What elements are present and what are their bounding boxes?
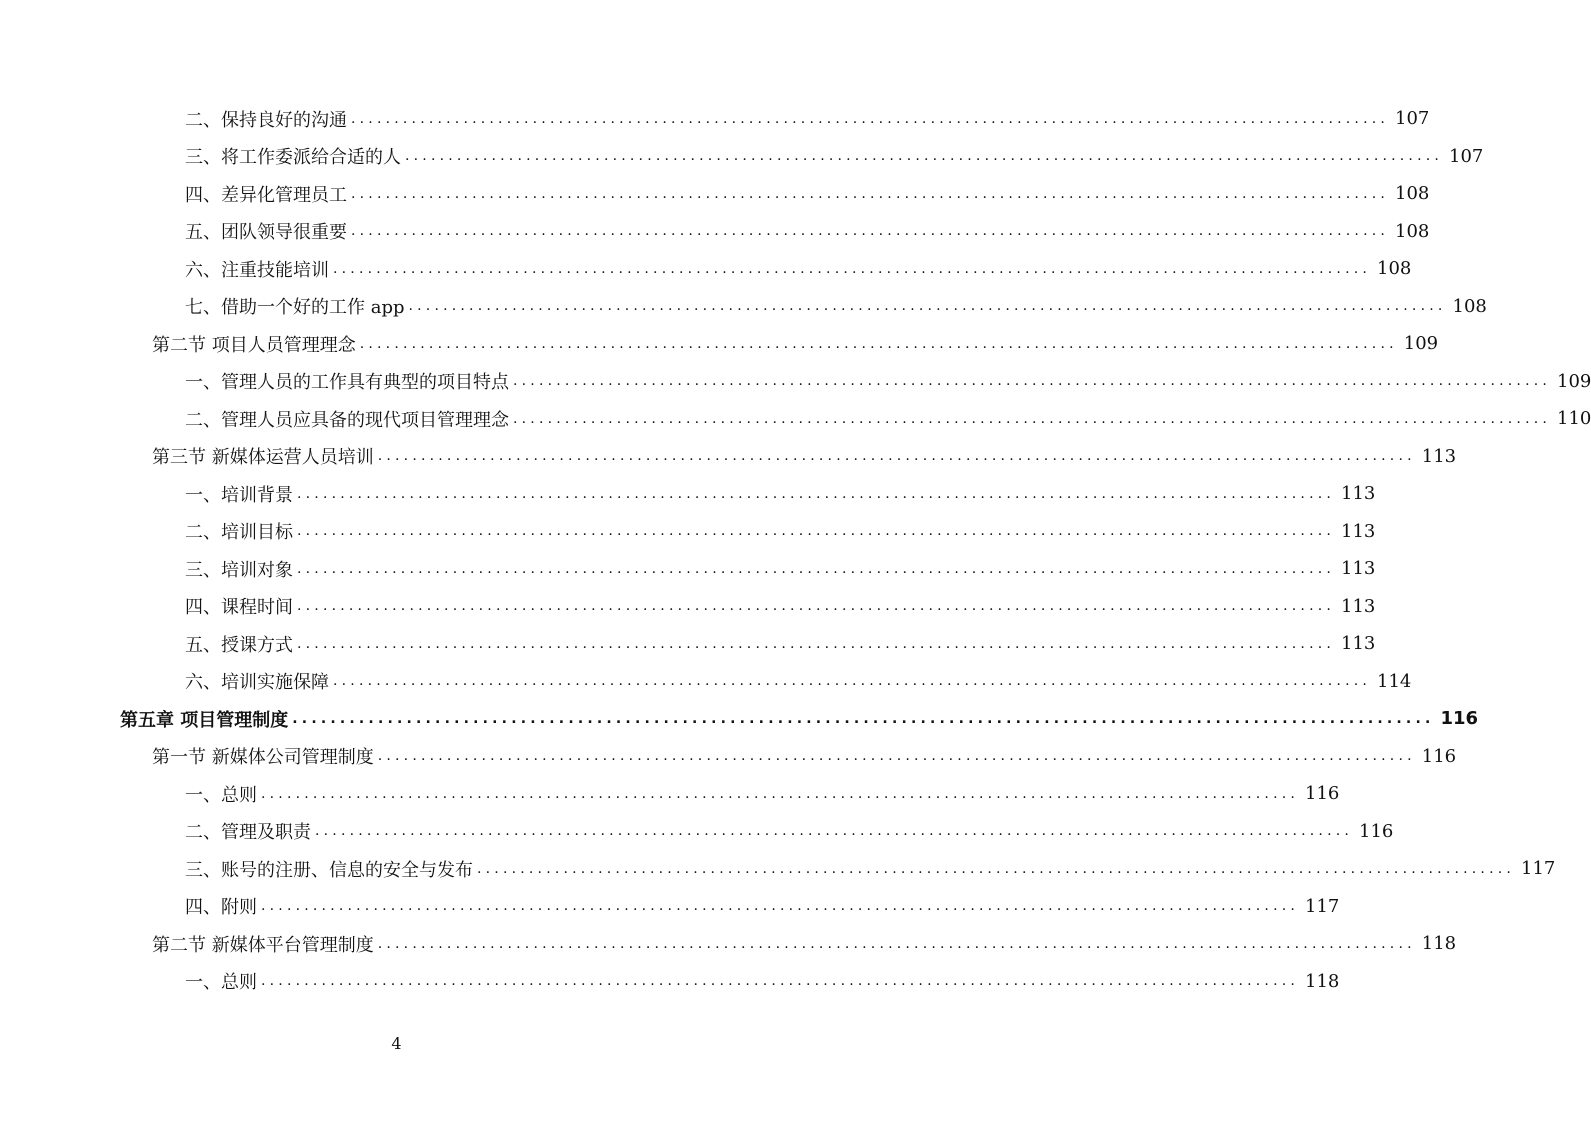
toc-entry-title: 四、附则 (185, 897, 257, 919)
toc-entry-page: 108 (1377, 258, 1412, 280)
toc-entry[interactable] (0, 738, 1457, 776)
toc-entry-title: 第三节 新媒体运营人员培训 (152, 447, 374, 469)
toc-entry[interactable] (0, 888, 1340, 926)
toc-entry[interactable] (0, 850, 1556, 888)
toc-entry-title: 二、保持良好的沟通 (185, 109, 347, 131)
toc-entry[interactable] (0, 775, 1340, 813)
toc-entry[interactable] (0, 138, 1484, 176)
toc-entry-page: 118 (1421, 933, 1457, 955)
toc-entry-page: 113 (1341, 633, 1376, 655)
toc-dot-leader: ........................................................................................................................ (297, 598, 1336, 615)
toc-entry-page: 116 (1359, 820, 1394, 842)
toc-dot-leader: ........................................................................................................................ (477, 860, 1516, 877)
toc-entry[interactable] (0, 588, 1376, 626)
toc-entry-title: 七、借助一个好的工作 app (185, 297, 405, 319)
toc-entry-page: 116 (1421, 745, 1457, 767)
toc-dot-leader: ........................................................................................................................ (297, 560, 1336, 577)
toc-entry-page: 109 (1403, 333, 1439, 355)
toc-entry-title: 第二节 项目人员管理理念 (152, 334, 356, 356)
toc-dot-leader: ........................................................................................................................ (351, 110, 1390, 127)
toc-entry-page: 108 (1452, 295, 1487, 317)
toc-entry[interactable] (0, 363, 1591, 401)
toc-entry[interactable] (0, 100, 1430, 138)
toc-entry-title: 三、培训对象 (185, 559, 293, 581)
toc-entry-title: 一、培训背景 (185, 484, 293, 506)
toc-entry-page: 114 (1377, 670, 1412, 692)
toc-entry-title: 一、总则 (185, 784, 257, 806)
toc-entry-title: 第五章 项目管理制度 (120, 709, 289, 731)
toc-dot-leader: ........................................................................................................................ (261, 785, 1300, 802)
toc-entry[interactable] (0, 400, 1591, 438)
toc-entry-page: 116 (1305, 783, 1340, 805)
toc-dot-leader: ........................................................................................................................ (333, 673, 1372, 690)
toc-entry-title: 六、培训实施保障 (185, 672, 329, 694)
toc-dot-leader: ........................................................................................................................ (261, 898, 1300, 915)
toc-dot-leader: ........................................................................................................................ (377, 935, 1416, 952)
toc-entry-title: 第二节 新媒体平台管理制度 (152, 934, 374, 956)
toc-entry[interactable] (0, 700, 1479, 738)
toc-entry-title: 一、管理人员的工作具有典型的项目特点 (185, 372, 509, 394)
toc-dot-leader: ........................................................................................................................ (513, 410, 1552, 427)
toc-entry-title: 五、团队领导很重要 (185, 222, 347, 244)
toc-entry-page: 113 (1341, 520, 1376, 542)
toc-dot-leader: ........................................................................................................................ (351, 223, 1390, 240)
toc-entry[interactable] (0, 963, 1340, 1001)
toc-entry-page: 108 (1395, 183, 1430, 205)
toc-entry-title: 二、管理及职责 (185, 822, 311, 844)
toc-entry[interactable] (0, 625, 1376, 663)
toc-entry[interactable] (0, 438, 1457, 476)
toc-entry[interactable] (0, 813, 1394, 851)
toc-dot-leader: ........................................................................................................................ (292, 710, 1435, 727)
toc-entry-page: 113 (1421, 445, 1457, 467)
toc-entry-title: 一、总则 (185, 972, 257, 994)
toc-entry[interactable] (0, 250, 1412, 288)
toc-entry[interactable] (0, 175, 1430, 213)
table-of-contents (0, 100, 1591, 1000)
toc-entry-page: 116 (1440, 708, 1479, 730)
toc-entry-page: 107 (1449, 145, 1484, 167)
toc-dot-leader: ........................................................................................................................ (405, 148, 1444, 165)
toc-entry[interactable] (0, 663, 1412, 701)
toc-entry-title: 六、注重技能培训 (185, 259, 329, 281)
toc-dot-leader: ........................................................................................................................ (377, 748, 1416, 765)
toc-entry[interactable] (0, 550, 1376, 588)
toc-entry-page: 109 (1557, 370, 1591, 392)
toc-dot-leader: ........................................................................................................................ (408, 298, 1447, 315)
toc-entry[interactable] (0, 288, 1487, 326)
toc-entry-page: 113 (1341, 558, 1376, 580)
toc-entry-title: 五、授课方式 (185, 634, 293, 656)
toc-dot-leader: ........................................................................................................................ (351, 185, 1390, 202)
toc-entry-title: 三、账号的注册、信息的安全与发布 (185, 859, 473, 881)
toc-entry-page: 117 (1305, 895, 1340, 917)
toc-dot-leader: ........................................................................................................................ (513, 373, 1552, 390)
toc-entry-title: 三、将工作委派给合适的人 (185, 147, 401, 169)
toc-dot-leader: ........................................................................................................................ (261, 973, 1300, 990)
toc-entry-title: 四、课程时间 (185, 597, 293, 619)
toc-entry-page: 107 (1395, 108, 1430, 130)
toc-entry-title: 四、差异化管理员工 (185, 184, 347, 206)
toc-entry-page: 108 (1395, 220, 1430, 242)
toc-entry[interactable] (0, 213, 1430, 251)
toc-dot-leader: ........................................................................................................................ (297, 523, 1336, 540)
toc-entry-title: 第一节 新媒体公司管理制度 (152, 747, 374, 769)
page-number: 4 (391, 1034, 402, 1053)
toc-dot-leader: ........................................................................................................................ (297, 635, 1336, 652)
toc-entry-title: 二、培训目标 (185, 522, 293, 544)
toc-entry[interactable] (0, 325, 1439, 363)
toc-entry-page: 118 (1305, 970, 1340, 992)
toc-entry[interactable] (0, 513, 1376, 551)
toc-entry-title: 二、管理人员应具备的现代项目管理理念 (185, 409, 509, 431)
toc-entry[interactable] (0, 475, 1376, 513)
toc-entry[interactable] (0, 925, 1457, 963)
toc-dot-leader: ........................................................................................................................ (359, 335, 1398, 352)
toc-dot-leader: ........................................................................................................................ (315, 823, 1354, 840)
toc-entry-page: 117 (1521, 858, 1556, 880)
toc-entry-page: 113 (1341, 483, 1376, 505)
toc-entry-page: 110 (1557, 408, 1591, 430)
toc-dot-leader: ........................................................................................................................ (297, 485, 1336, 502)
toc-dot-leader: ........................................................................................................................ (377, 448, 1416, 465)
toc-entry-page: 113 (1341, 595, 1376, 617)
toc-dot-leader: ........................................................................................................................ (333, 260, 1372, 277)
